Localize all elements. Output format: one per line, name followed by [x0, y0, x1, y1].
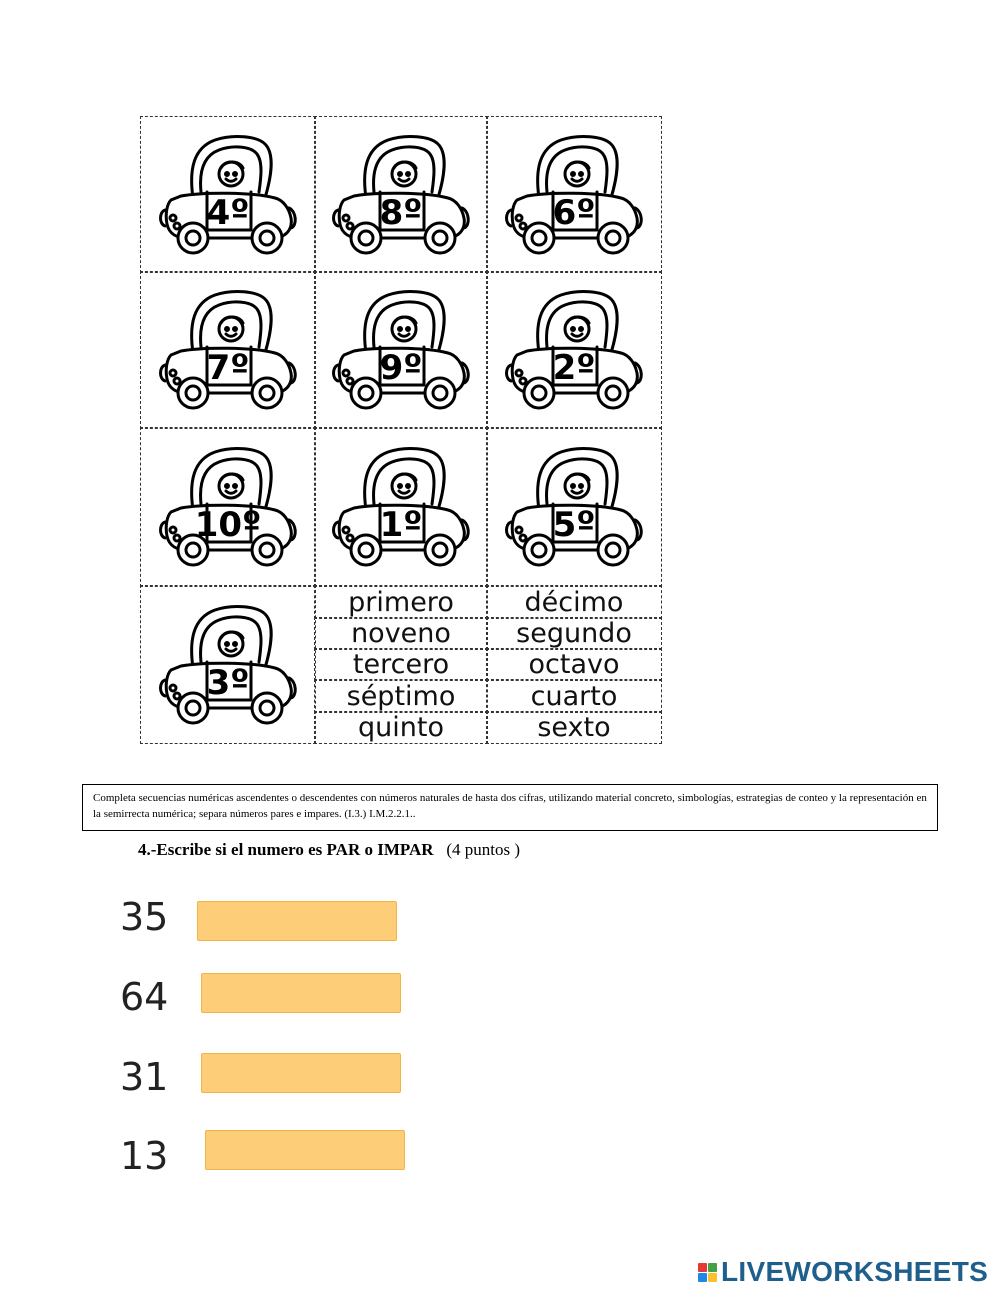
number-label: 64 [120, 975, 169, 1019]
answer-input[interactable] [201, 973, 401, 1013]
answer-input[interactable] [197, 901, 397, 941]
ordinal-cards-grid [140, 116, 662, 744]
word-card: quinto [314, 711, 488, 744]
word-card: segundo [486, 617, 662, 650]
logo-blocks-icon [698, 1263, 717, 1282]
word-card: séptimo [314, 679, 488, 713]
car-icon [499, 442, 649, 572]
word-card: sexto [486, 711, 662, 744]
car-icon [326, 130, 476, 260]
word-card: octavo [486, 648, 662, 681]
car-card [486, 427, 662, 587]
car-ordinal: 4º [206, 192, 250, 233]
car-ordinal: 9º [379, 348, 423, 388]
logo-block [698, 1273, 707, 1282]
word-card: tercero [314, 648, 488, 681]
car-ordinal: 5º [552, 505, 596, 545]
logo-block [698, 1263, 707, 1272]
number-label: 35 [120, 895, 169, 939]
car-icon [326, 285, 476, 415]
car-icon [153, 442, 303, 572]
standard-description: Completa secuencias numéricas ascendentes o descendentes con números naturales de hasta dos cifras, utilizando material concreto, simbologías, estrategias de conteo y la representación en la semirrecta numérica; separa números pares e impares. (I.3.) I.M.2.2.1.. [82, 784, 938, 831]
word-card: noveno [314, 617, 488, 650]
car-card [314, 116, 488, 273]
car-icon [326, 442, 476, 572]
number-label: 31 [120, 1055, 169, 1099]
car-ordinal: 1º [379, 505, 423, 545]
car-ordinal: 7º [206, 348, 250, 388]
car-ordinal: 8º [379, 192, 423, 233]
car-card [486, 116, 662, 273]
car-ordinal: 2º [552, 348, 596, 388]
car-icon [153, 130, 303, 260]
answer-input[interactable] [201, 1053, 401, 1093]
instruction-title: 4.-Escribe si el numero es PAR o IMPAR [138, 840, 434, 859]
word-card: cuarto [486, 679, 662, 713]
logo-block [708, 1263, 717, 1272]
car-ordinal: 6º [552, 192, 596, 233]
logo-text: LIVEWORKSHEETS [721, 1256, 989, 1287]
car-card [314, 427, 488, 587]
car-card [486, 271, 662, 429]
car-card [140, 427, 316, 587]
word-card: primero [314, 585, 488, 619]
car-card [140, 116, 316, 273]
car-icon [499, 285, 649, 415]
exercise-instruction [138, 840, 520, 860]
number-label: 13 [120, 1134, 169, 1178]
car-icon [153, 600, 303, 730]
car-ordinal: 3º [206, 662, 250, 703]
logo-block [708, 1273, 717, 1282]
car-ordinal: 10º [194, 505, 262, 545]
car-card [140, 585, 316, 744]
answer-input[interactable] [205, 1130, 405, 1170]
liveworksheets-logo[interactable] [698, 1256, 988, 1288]
instruction-points: (4 puntos ) [446, 840, 520, 859]
car-icon [499, 130, 649, 260]
car-card [140, 271, 316, 429]
car-card [314, 271, 488, 429]
car-icon [153, 285, 303, 415]
word-card: décimo [486, 585, 662, 619]
